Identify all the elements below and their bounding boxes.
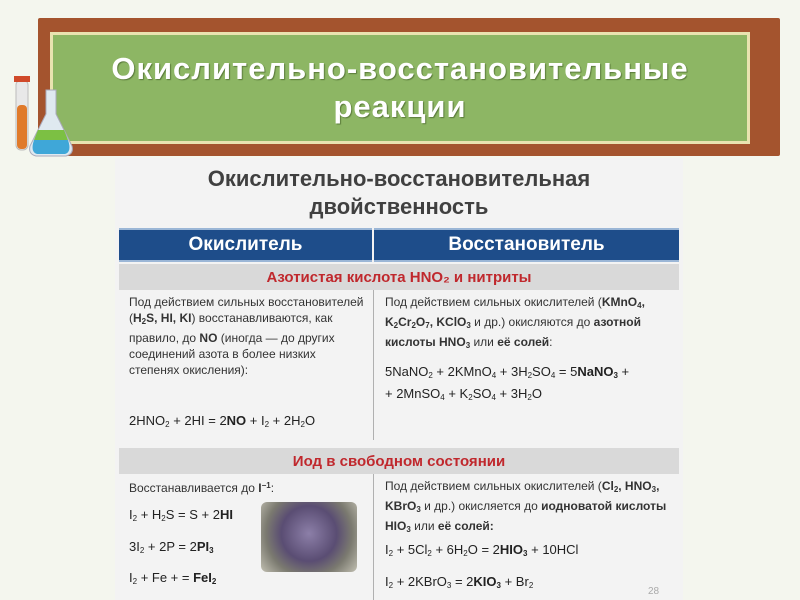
section1-left-equation: $2HNO_2 + 2HI = 2NO + I_2 + 2H_2O$ <box>129 413 316 429</box>
heading-line2: двойственность <box>309 194 489 219</box>
section2-right-equation-1: $I_2 + 5Cl_2 + 6H_2O = 2HIO_3 + 10HCl$ <box>385 542 579 558</box>
column-divider <box>373 290 374 440</box>
section2-left-text: Восстанавливается до $I^{-1}$: <box>129 481 275 495</box>
iodine-crystals-photo <box>261 502 357 572</box>
section2-left-equation-3: $I_2 + Fe$ + = FeI$_2$ <box>129 570 217 586</box>
column-header-oxidizer: Окислитель <box>119 228 372 262</box>
slide-title-line2: реакции <box>333 89 467 124</box>
section2-left-equation-2: $3I_2 + 2P = 2PI_3$ <box>129 539 214 555</box>
heading-line1: Окислительно-восстановительная <box>207 166 591 191</box>
section1-left-text: Под действием сильных восстановителей ($H_2S$, HI, KI) восстанавливаются, как правило, до NO (иногда — до других соединений азота в более низких степенях окисления): <box>129 295 364 377</box>
section-title-iodine: Иод в свободном состоянии <box>119 448 679 474</box>
page-number: 28 <box>648 586 660 597</box>
section1-right-text: Под действием сильных окислителей (KMnO$_4$, $K_2Cr_2O_7$, KClO$_3$ и др.) окисляются до азотной кислоты $HNO_3$ или её солей: <box>385 295 645 350</box>
section1-right-equation: 5NaNO$_2$ + 2KMnO$_4$ + $3H_2SO_4$ = 5NaNO$_3$ + + 2MnSO$_4$ + $K_2SO_4 + 3H_2O$ <box>385 364 630 402</box>
slide-title-line1: Окислительно-восстановительные <box>111 51 689 86</box>
section-title-nitrous-acid: Азотистая кислота HNO₂ и нитриты <box>119 264 679 290</box>
section2-left-equation-1: $I_2 + H_2S = S + 2HI$ <box>129 507 233 523</box>
column-header-reducer: Восстановитель <box>374 228 679 262</box>
content-slide <box>115 158 683 600</box>
section2-right-text: Под действием сильных окислителей ($Cl_2$, $HNO_3$, KBrO$_3$ и др.) окисляется до иодноватой кислоты $HIO_3$ или её солей: <box>385 479 667 534</box>
lab-flask-icon <box>10 70 80 165</box>
slide-heading <box>115 158 683 228</box>
section2-right-equation-2: $I_2$ + 2KBrO$_3$ = $2KIO_3 + Br_2$ <box>385 574 534 590</box>
column-divider-2 <box>373 474 374 600</box>
title-box <box>50 32 750 144</box>
